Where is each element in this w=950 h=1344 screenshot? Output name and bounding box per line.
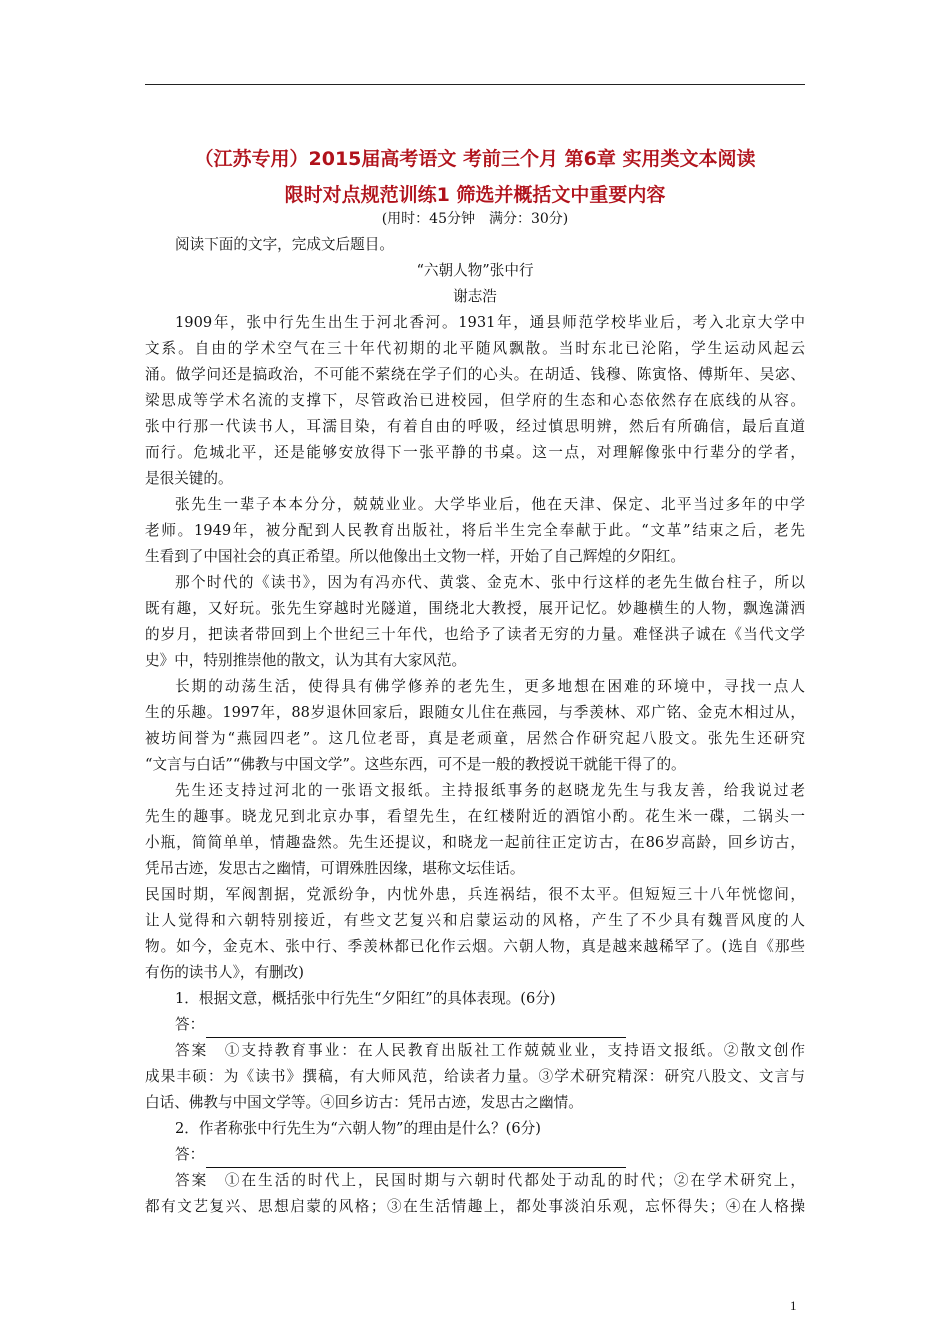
article-line: 让人觉得和六朝特别接近，有些文艺复兴和启蒙运动的风格，产生了不少具有魏晋风度的人 bbox=[145, 912, 805, 929]
article-line: “文言与白话”“佛教与中国文学”。这些东西，可不是一般的教授说干就能干得了的。 bbox=[145, 756, 686, 773]
article-line: 而行。危城北平，还是能够安放得下一张平静的书桌。这一点，对理解像张中行辈分的学者， bbox=[145, 444, 805, 461]
article-line: 那个时代的《读书》，因为有冯亦代、黄裳、金克木、张中行这样的老先生做台柱子，所以 bbox=[175, 574, 805, 591]
answer-blank-line[interactable] bbox=[206, 1150, 626, 1168]
answer-line: 答案 ①在生活的时代上，民国时期与六朝时代都处于动乱的时代；②在学术研究上， bbox=[175, 1172, 805, 1189]
article-line: 梁思成等学术名流的支撑下，尽管政治已进校园，但学府的生态和心态依然存在底线的从容。 bbox=[145, 392, 805, 409]
article-line: 文系。自由的学术空气在三十年代初期的北平随风飘散。当时东北已沦陷，学生运动风起云 bbox=[145, 340, 805, 357]
document-body bbox=[145, 232, 805, 1220]
answer-field-1[interactable] bbox=[145, 1012, 805, 1038]
article-line: 史》中，特别推崇他的散文，认为其有大家风范。 bbox=[145, 652, 467, 669]
article-line: 涌。做学问还是搞政治，不可能不萦绕在学子们的心头。在胡适、钱穆、陈寅恪、傅斯年、吴宓、 bbox=[145, 366, 805, 383]
time-score-info: (用时：45分钟 满分：30分) bbox=[381, 211, 569, 227]
article-line: 张中行那一代读书人，耳濡目染，有着自由的呼吸，经过慎思明辨，然后有所确信，最后直道 bbox=[145, 418, 805, 435]
answer-line: 白话、佛教与中国文学等。④回乡访古：凭吊古迹，发思古之幽情。 bbox=[145, 1094, 583, 1111]
article-title: “六朝人物”张中行 bbox=[416, 262, 534, 279]
article-line: 长期的动荡生活，使得具有佛学修养的老先生，更多地想在困难的环境中，寻找一点人 bbox=[175, 678, 805, 695]
article-line: 凭吊古迹，发思古之幽情，可谓殊胜因缘，堪称文坛佳话。 bbox=[145, 860, 525, 877]
question-1: 1．根据文意，概括张中行先生“夕阳红”的具体表现。(6分) bbox=[175, 990, 556, 1007]
answer-field-2[interactable] bbox=[145, 1142, 805, 1168]
article-line: 先生还支持过河北的一张语文报纸。主持报纸事务的赵晓龙先生与我友善，给我说过老 bbox=[175, 782, 805, 799]
header-rule bbox=[145, 84, 805, 85]
article-line: 的岁月，把读者带回到上个世纪三十年代，也给予了读者无穷的力量。难怪洪子诚在《当代文学 bbox=[145, 626, 805, 643]
article-line: 是很关键的。 bbox=[145, 470, 233, 487]
document-title-line-1: （江苏专用）2015届高考语文 考前三个月 第6章 实用类文本阅读 bbox=[194, 148, 756, 170]
instruction: 阅读下面的文字，完成文后题目。 bbox=[175, 236, 394, 253]
answer-prompt: 答： bbox=[175, 1016, 205, 1033]
article-line: 民国时期，军阀割据，党派纷争，内忧外患，兵连祸结，很不太平。但短短三十八年恍惚间， bbox=[145, 886, 805, 903]
article-line: 有伤的读书人》，有删改) bbox=[145, 964, 304, 981]
article-line: 1909年，张中行先生出生于河北香河。1931年，通县师范学校毕业后，考入北京大学中 bbox=[175, 314, 805, 331]
answer-line: 都有文艺复兴、思想启蒙的风格；③在生活情趣上，都处事淡泊乐观，忘怀得失；④在人格操 bbox=[145, 1198, 805, 1215]
question-2: 2．作者称张中行先生为“六朝人物”的理由是什么？(6分) bbox=[175, 1120, 541, 1137]
article-line: 张先生一辈子本本分分，兢兢业业。大学毕业后，他在天津、保定、北平当过多年的中学 bbox=[175, 496, 805, 513]
answer-blank-line[interactable] bbox=[206, 1020, 626, 1038]
article-line: 老师。1949年，被分配到人民教育出版社，将后半生完全奉献于此。“文革”结束之后，老先 bbox=[145, 522, 805, 539]
article-line: 先生的趣事。晓龙兄到北京办事，看望先生，在红楼附近的酒馆小酌。花生米一碟，二锅头一 bbox=[145, 808, 805, 825]
article-line: 被坊间誉为“燕园四老”。这几位老哥，真是老顽童，居然合作研究起八股文。张先生还研究 bbox=[145, 730, 805, 747]
article-line: 小瓶，简简单单，情趣盎然。先生还提议，和晓龙一起前往正定访古，在86岁高龄，回乡访古， bbox=[145, 834, 805, 851]
answer-line: 成果丰硕：为《读书》撰稿，有大师风范，给读者力量。③学术研究精深：研究八股文、文言与 bbox=[145, 1068, 805, 1085]
answer-line: 答案 ①支持教育事业：在人民教育出版社工作兢兢业业，支持语文报纸。②散文创作 bbox=[175, 1042, 805, 1059]
document-title-line-2: 限时对点规范训练1 筛选并概括文中重要内容 bbox=[284, 184, 666, 206]
page-number: 1 bbox=[790, 1298, 797, 1313]
article-line: 物。如今，金克木、张中行、季羡林都已化作云烟。六朝人物，真是越来越稀罕了。(选自《那些 bbox=[145, 938, 805, 955]
article-line: 生的乐趣。1997年，88岁退休回家后，跟随女儿住在燕园，与季羡林、邓广铭、金克木相过从， bbox=[145, 704, 805, 721]
article-author: 谢志浩 bbox=[453, 288, 497, 305]
article-line: 生看到了中国社会的真正希望。所以他像出土文物一样，开始了自己辉煌的夕阳红。 bbox=[145, 548, 685, 565]
article-line: 既有趣，又好玩。张先生穿越时光隧道，围绕北大教授，展开记忆。妙趣横生的人物，飘逸潇洒 bbox=[145, 600, 805, 617]
answer-prompt: 答： bbox=[175, 1146, 205, 1163]
